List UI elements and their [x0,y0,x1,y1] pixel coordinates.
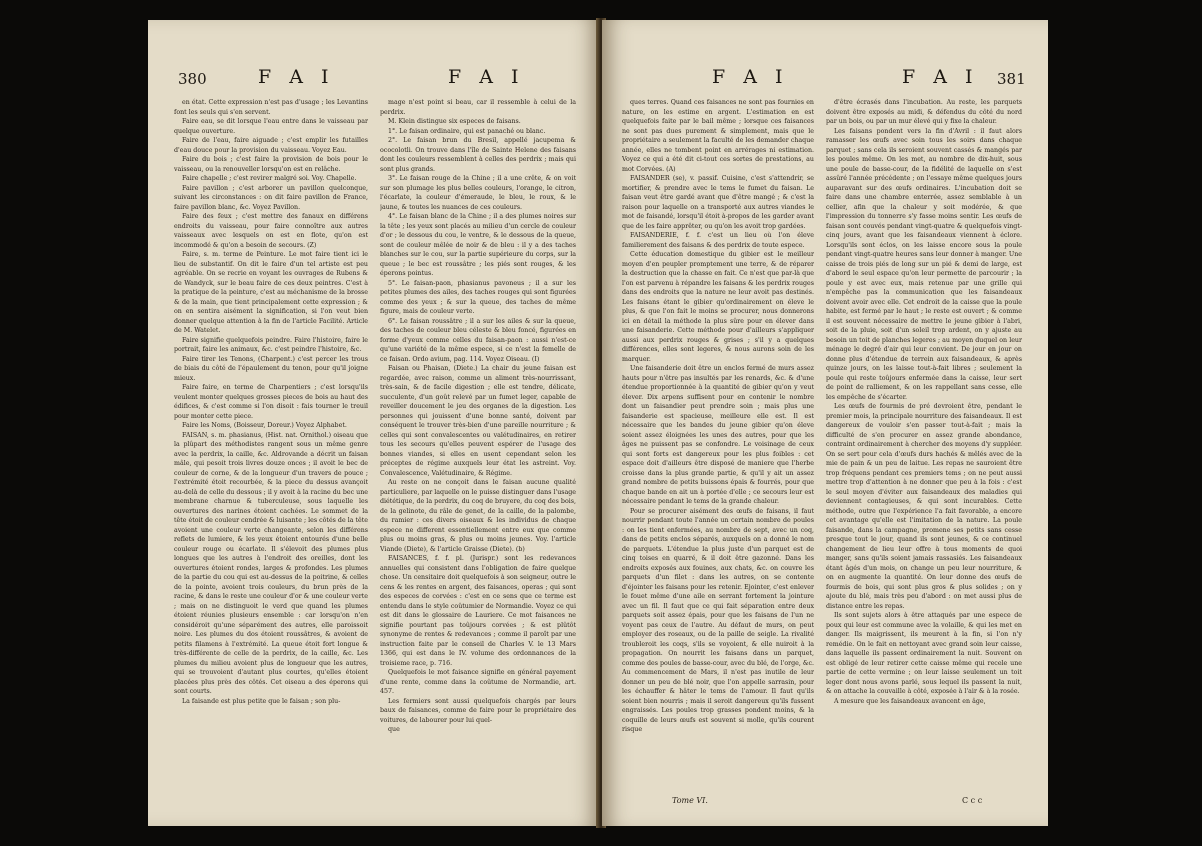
paragraph: Faire de l'eau, faire aiguade ; c'est emplir les futailles d'eau douce pour la provision du vaisseau. Voyez Eau. [174,137,368,154]
right-page-column-2 [826,98,1022,792]
right-running-header-1: F A I [712,66,789,88]
left-page-column-1 [174,98,368,810]
left-page-column-2 [380,98,576,810]
paragraph: Faisan ou Phaisan, (Diete.) La chair du jeune faisan est regardée, avec raison, comme un aliment très-nourrissant, très-sain, & de facile digestion ; elle est tendre, délicate, succulente, d'un goût relevé par un fumet leger, capable de reveiller doucement le jeu des organes de la digestion. Les personnes qui jouissent d'une bonne santé, doivent par conséquent le trouver très-bien d'une pareille nourriture ; & celles qui sont convalescentes ou valétudinaires, en retirer tous les secours qu'elles peuvent espérer de l'usage des bonnes viandes, si elles en usent cependant selon les préceptes de régime auxquels leur état les astreint. Voy. Convalescence, Valétudinaire, & Régime. [380,365,576,477]
volume-footer: Tome VI. [672,796,708,805]
paragraph: Faire signifie quelquefois peindre. Faire l'histoire, faire le portrait, faire les animaux, &c. c'est peindre l'histoire, &c. [174,336,368,353]
paragraph: 1°. Le faisan ordinaire, qui est panaché ou blanc. [388,127,546,135]
right-page-column-1 [622,98,814,792]
paragraph: M. Klein distingue six especes de faisans. [388,118,521,125]
signature-mark: C c c [962,796,983,805]
left-page-number: 380 [178,70,207,88]
paragraph: 2°. Le faisan brun du Bresil, appellé jacupema & ococolotli. On trouve dans l'île de Sainte Helene des faisans dont les couleurs ressemblent à celles des perdrix ; mais qui sont plus grands. [380,137,576,173]
paragraph: Faire des feux ; c'est mettre des fanaux en différens endroits du vaisseau, pour faire connoître aux autres vaisseaux avec lesquels on est en flote, qu'on est incommodé & qu'on a besoin de secours. (Z) [174,213,368,249]
paragraph: Faire les Noms, (Boisseur, Doreur.) Voyez Alphabet. [182,422,347,429]
paragraph: 6°. Le faisan roussâtre ; il a sur les ailes & sur la queue, des taches de couleur bleu céleste & bleu foncé, figurées en forme d'yeux comme celles du faisan-paon : aussi n'est-ce qu'une variété de la même espece, si ce n'est la femelle de ce faisan. Ordo avium, pag. 114. Voyez Oiseau. (I) [380,317,576,363]
right-page-number: 381 [997,70,1026,88]
paragraph: Faire chapelle ; c'est revirer malgré soi. Voy. Chapelle. [182,175,357,182]
paragraph: Cette éducation domestique du gibier est le meilleur moyen d'en peupler promptement une terre, & de réparer la destruction que la chasse en fait. Ce n'est que par-là que l'on est parvenu à répandre les faisans & les perdrix rouges dans des endroits que la nature ne leur avoit pas destinés. Les faisans étant le gibier qu'ordinairement on éleve le plus, & que l'on fait le moins se procurer, nous donnerons ici en détail la méthode la plus sûre pour en élever dans une faisanderie. Cette méthode pour d'ailleurs s'appliquer aussi aux perdrix rouges & grises ; s'il y a quelques différences, elles sont legeres, & nous aurons soin de les marquer. [622,251,814,363]
paragraph: mage n'est point si beau, car il ressemble à celui de la perdrix. [380,99,576,116]
paragraph: Quelquefois le mot faisance signifie en général payement d'une rente, comme dans la coûtume de Normandie, art. 457. [380,669,576,695]
paragraph: Ils sont sujets alors à être attaqués par une espece de poux qui leur est commune avec la volaille, & qui les met en danger. Ils maigrissent, ils meurent à la fin, si l'on n'y remédie. On le fait en nettoyant avec grand soin leur caisse, dans laquelle ils passent ordinairement la nuit. Souvent on est obligé de leur retirer cette caisse même qui recele une partie de cette vermine ; on leur laisse seulement un toit leger dont nous avons parlé, sous lequel ils passent la nuit, & on attache la couvaille à côté, exposée à l'air & à la rosée. [826,612,1022,695]
paragraph: FAISANDERIE, f. f. c'est un lieu où l'on éleve familierement des faisans & des perdrix de toute espece. [622,232,814,249]
paragraph: Faire, s. m. terme de Peinture. Le mot faire tient ici le lieu de substantif. On dit le faire d'un tel artiste est peu agréable. On se recrie en voyant les ouvrages de Rubens & de Wandyck, sur le beau faire de ces deux peintres. C'est à la pratique de la peinture, c'est au méchanisme de la brosse & de la main, que tient principalement cette expression ; & on en sentira aisément la signification, si l'on veut bien donner quelque attention à la fin de l'article Facilité. Article de M. Watelet. [174,251,368,334]
paragraph: A mesure que les faisandeaux avancent en âge, [834,697,986,705]
paragraph: 4°. Le faisan blanc de la Chine ; il a des plumes noires sur la tête ; les yeux sont placés au milieu d'un cercle de couleur d'or ; le dessous du cou, le ventre, & le dessous de la queue, sont de couleur mêlée de noir & de bleu : il y a des taches blanches sur le cou, sur la partie supérieure du corps, sur la queue ; le bec est roussâtre ; les piés sont rouges, & les éperons pointus. [380,213,576,277]
paragraph: Faire faire, en terme de Charpentiers ; c'est lorsqu'ils veulent monter quelques grosses pieces de bois au haut des édifices, & c'est comme si l'on disoit : fais tourner le treuil pour monter cette piece. [174,384,368,420]
paragraph: La faisande est plus petite que le faisan ; son plu- [182,697,341,705]
left-page [148,20,600,826]
left-running-header-1: F A I [258,66,335,88]
paragraph: Faire eau, se dit lorsque l'eau entre dans le vaisseau par quelque ouverture. [174,118,368,135]
paragraph: Une faisanderie doit être un enclos fermé de murs assez hauts pour n'être pas insultés par les renards, &c. & d'une étendue proportionnée à la quantité de gibier qu'on y veut élever. Dix arpens suffisent pour en contenir le nombre dont un faisandier peut prendre soin ; mais plus une faisanderie est spacieuse, meilleure elle est. Il est nécessaire que les bandes du jeune gibier qu'on éleve soient assez éloignées les unes des autres, pour que les âges ne puissent pas se confondre. Le voisinage de ceux qui sont forts est dangereux pour les plus foibles : cet espace doit d'ailleurs être disposé de maniere que l'herbe croisse dans la plus grande partie, & qu'il y ait un assez grand nombre de petits buissons épais & fourrés, pour que chaque bande en ait un à portée d'elle ; ce secours leur est nécessaire pendant le tems de la grande chaleur. [622,365,814,505]
paragraph: FAISAN, s. m. phasianus, (Hist. nat. Ornithol.) oiseau que la plûpart des méthodistes rangent sous un même genre avec la perdrix, la caille, &c. Aldrovande a décrit un faisan mâle, qui pesoit trois livres douze onces ; il avoit le bec de couleur de corne, & de la longueur d'un travers de pouce ; l'extrémité étoit recourbée, & la piece du dessus avançoit au-delà de celle du dessous ; il y avoit à la racine du bec une membrane charnue & tuberculeuse, sous laquelle les ouvertures des narines étoient cachées. Le sommet de la tête étoit de couleur cendrée & luisante ; les côtés de la tête avoient une couleur verte changeante, selon les différens reflets de lumiere, & les yeux étoient entourés d'une belle couleur rouge ou écarlate. Il s'élevoit des plumes plus longues que les autres à l'endroit des oreilles, dont les ouvertures étoient rondes, larges & profondes. Les plumes de la partie du cou qui est au-dessus de la poitrine, & celles de la pointe, avoient trois couleurs, du brun près de la racine, & dans le reste une couleur d'or & une couleur verte ; mais on ne distinguoit le verd que quand les plumes étoient réunies plusieurs ensemble : car lorsqu'on n'en considéroit qu'une séparément des autres, elle paroissoit noire. Les plumes du dos étoient roussâtres, & avoient de petits filamens à l'extrémité. La queue étoit fort longue & très-différente de celle de la perdrix, de la caille, &c. Les plumes du milieu avoient plus de longueur que les autres, qui se trouvoient d'autant plus courtes, qu'elles étoient placées plus près des côtés. Cet oiseau a des éperons qui sont courts. [174,431,368,695]
paragraph: ques terres. Quand ces faisances ne sont pas fournies en nature, on les estime en argent. L'estimation en est quelquefois faite par le bail même ; lorsque ces faisances ne sont pas dues purement & simplement, mais que le propriétaire a seulement la faculté de les demander chaque année, elles ne tombent point en arrérages ni estimation. Voyez ce qui a été dit ci-tout ces sortes de prestations, au mot Corvées. (A) [622,99,814,173]
paragraph: Faire tirer les Tenons, (Charpent.) c'est percer les trous de biais du côté de l'épaulement du tenon, pour qu'il joigne mieux. [174,355,368,382]
paragraph: Faire pavillon ; c'est arborer un pavillon quelconque, suivant les circonstances : on dit faire pavillon de France, faire pavillon blanc, &c. Voyez Pavillon. [174,184,368,211]
paragraph: FAISANCES, f. f. pl. (Jurispr.) sont les redevances annuelles qui consistent dans l'obligation de faire quelque chose. Un censitaire doit quelquefois à son seigneur, outre le cens & les rentes en argent, des faisances, operas ; qui sont des especes de corvées : c'est en ce sens que ce terme est entendu dans le style coûtumier de Normandie. Voyez ce qui est dit dans le glossaire de Lauriere. Ce mot faisances ne signifie pourtant pas toûjours corvées ; & est plûtôt synonyme de rentes & redevances ; comme il paroît par une instruction faite par le conseil de Charles V. le 13 Mars 1366, qui est dans le IV. volume des ordonnances de la troisieme race, p. 716. [380,555,576,667]
paragraph: Les faisans pondent vers la fin d'Avril : il faut alors ramasser les œufs avec soin tous les soirs dans chaque parquet ; sans cela ils seroient souvent cassés & mangés par les poules même. On les met, au nombre de dix-huit, sous une poule de basse-cour, de la fidélité de laquelle on s'est assûré l'année précédente ; on l'essaye même quelques jours auparavant sur des œufs ordinaires. L'incubation doit se faire dans une chambre enterrée, assez semblable à un cellier, afin que la chaleur y soit modérée, & que l'impression du tonnerre s'y fasse moins sentir. Les œufs de faisan sont couvés pendant vingt-quatre & quelquefois vingt-cinq jours, avant que les faisandeaux viennent à éclore. Lorsqu'ils sont éclos, on les laisse encore sous la poule pendant vingt-quatre heures sans leur donner à manger. Une caisse de trois piés de long sur un pié & demi de large, est d'abord le seul espace qu'on leur permette de parcourir ; la poule y est avec eux, mais retenue par une grille qui n'empêche pas la communication que les faisandeaux doivent avoir avec elle. Cet endroit de la caisse que la poule habite, est fermé par le haut ; le reste est ouvert ; & comme il est souvent nécessaire de mettre le jeune gibier à l'abri, soit de la pluie, soit d'un soleil trop ardent, on y ajuste au besoin un toit de planches legeres ; au moyen duquel on leur ménage le degré d'air qui leur convient. De jour en jour on donne plus d'étendue de terrein aux faisandeaux, & après quinze jours, on les laisse tout-à-fait libres ; seulement la poule qui reste toûjours enfermée dans la caisse, leur sert de point de ralliement, & on les rappellant sans cesse, elle les empêche de s'écarter. [826,127,1022,401]
paragraph: Les fermiers sont aussi quelquefois chargés par leurs baux de faisances, comme de faire pour le propriétaire des voitures, de labourer pour lui quel- [380,697,576,724]
paragraph: 5°. Le faisan-paon, phasianus pavoneus ; il a sur les petites plumes des ailes, des taches rouges qui sont figurées comme des yeux ; & sur la queue, des taches de même figure, mais de couleur verte. [380,279,576,315]
paragraph: Faire du bois ; c'est faire la provision de bois pour le vaisseau, ou la renouveller lorsqu'on est en relâche. [174,156,368,173]
paragraph: en état. Cette expression n'est pas d'usage ; les Levantins font les seuls qui s'en servent. [174,99,368,116]
right-page [602,20,1048,826]
paragraph: d'être écrasés dans l'incubation. Au reste, les parquets doivent être exposés au midi, & défendus du côté du nord par un bois, ou par un mur élevé qui y fixe la chaleur. [826,99,1022,125]
paragraph: Pour se procurer aisément des œufs de faisans, il faut nourrir pendant toute l'année un certain nombre de poules : on les tient enfermées, au nombre de sept, avec un coq, dans de petits enclos séparés, auxquels on a donné le nom de parquets. L'étendue la plus juste d'un parquet est de cinq toises en quarré, & il doit être gazonné. Dans les endroits exposés aux fouines, aux chats, &c. on couvre les parquets d'un filet : dans les autres, on se contente d'éjointer les faisans pour les retenir. Ejointer, c'est enlever le fouet même d'une aile en serrant fortement la jointure avec un fil. Il faut que ce qui fait séparation entre deux parquets soit assez épais, pour que les faisans de l'un ne voyent pas ceux de l'autre. Au défaut de murs, on peut employer des roseaux, ou de la paille de seigle. La rivalité troubleroit les coqs, s'ils se voyoient, & elle nuiroit à la propagation. On nourrit les faisans dans un parquet, comme des poules de basse-cour, avec du blé, de l'orge, &c. Au commencement de Mars, il n'est pas inutile de leur donner un peu de blé noir, que l'on appelle sarrasin, pour les échauffer & hâter le tems de l'amour. Il faut qu'ils soient bien nourris ; mais il seroit dangereux qu'ils fussent engraissés. Les poules trop grasses pondent moins, & la coquille de leurs œufs est souvent si molle, qu'ils courent risque [622,507,814,733]
paragraph: FAISANDER (se), v. passif. Cuisine, c'est s'attendrir, se mortifier, & prendre avec le tems le fumet du faisan. Le faisan veut être gardé avant que d'être mangé ; & c'est la raison pour laquelle on a transporté aux autres viandes le mot de faisandé, lorsqu'il étoit à-propos de les garder avant que de les faire apprêter, ou qu'on les avoit trop gardées. [622,175,814,230]
left-running-header-2: F A I [448,66,525,88]
paragraph: que [388,726,400,733]
right-running-header-2: F A I [902,66,979,88]
paragraph: Les œufs de fourmis de pré devroient être, pendant le premier mois, la principale nourriture des faisandeaux. Il est dangereux de vouloir s'en passer tout-à-fait ; mais la difficulté de s'en procurer en assez grande abondance, contraint ordinairement à chercher des moyens d'y suppléer. On se sert pour cela d'œufs durs hachés & mêlés avec de la mie de pain & un peu de laitue. Les repas ne sauroient être trop fréquens pendant ces premiers tems ; on ne peut aussi mettre trop d'attention à ne donner que peu à la fois : c'est le seul moyen d'éviter aux faisandeaux des maladies qui deviennent contagieuses, & qui sont incurables. Cette méthode, outre que l'expérience l'a fait favorable, a encore cet avantage qu'elle est l'imitation de la nature. La poule faisande, dans la campagne, promene ses petits sans cesse presque tout le jour, quand ils sont jeunes, & ce continuel changement de lieu leur offre à tous moments de quoi manger, sans qu'ils soient jamais rassasiés. Les faisandeaux étant âgés d'un mois, on change un peu leur nourriture, & on en augmente la quantité. On leur donne des œufs de fourmis de bois, qui sont plus gros & plus solides ; on y ajoute du blé, mais très peu d'abord : on met aussi plus de distance entre les repas. [826,403,1022,610]
paragraph: 3°. Le faisan rouge de la Chine ; il a une crête, & on voit sur son plumage les plus belles couleurs, l'orange, le citron, l'écarlate, la couleur d'émeraude, le bleu, le roux, & le jaune, & toutes les nuances de ces couleurs. [380,175,576,211]
paragraph: Au reste on ne conçoit dans le faisan aucune qualité particuliere, par laquelle on le puisse distinguer dans l'usage diététique, de la perdrix, du coq de bruyere, du coq des bois, de la gelinote, du râle de genet, de la caille, de la palombe, du ramier : ces divers oiseaux & les individus de chaque espece ne different essentiellement entre eux que comme plus ou moins gras, & plus ou moins jeunes. Voy. l'article Viande (Diete), & l'article Graisse (Diete). (b) [380,479,576,553]
